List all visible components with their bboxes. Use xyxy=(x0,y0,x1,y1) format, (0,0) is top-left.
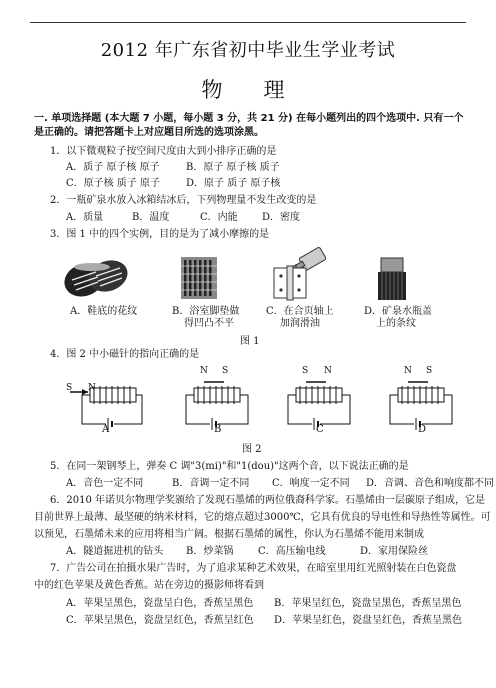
q6-option-b: B．炒菜锅 xyxy=(186,546,234,557)
fig1-caption-d-line2: 上的条纹 xyxy=(376,318,416,329)
figure1-label: 图 1 xyxy=(240,336,260,347)
hinge-oiling-image xyxy=(266,246,332,302)
q6-option-d: D．家用保险丝 xyxy=(360,546,429,557)
q4-stem: 4．图 2 中小磁针的指向正确的是 xyxy=(50,349,200,360)
needle-d-s-label: S xyxy=(426,366,433,376)
bath-mat-image xyxy=(180,256,218,300)
q5-option-a: A．音色一定不同 xyxy=(66,478,144,489)
q5-option-d: D．音调、音色和响度都不同 xyxy=(366,478,495,489)
q6-line1: 6．2010 年诺贝尔物理学奖颁给了发现石墨烯的两位俄裔科学家。石墨烯由一层碳原子组成，它是 xyxy=(50,495,485,506)
exam-title: 2012 年广东省初中毕业生学业考试 xyxy=(100,40,396,61)
q2-option-b: B．温度 xyxy=(132,212,170,223)
fig2-label-c: C xyxy=(316,424,324,435)
q5-option-b: B．音调一定不同 xyxy=(172,478,250,489)
fig1-caption-c-line1: C．在合页轴上 xyxy=(266,306,334,317)
solenoid-circuit-a xyxy=(68,378,152,438)
bottle-cap-image xyxy=(375,256,409,302)
needle-b-n-label: N xyxy=(200,366,208,376)
q2-option-c: C．内能 xyxy=(200,212,238,223)
fig1-caption-c-line2: 加润滑油 xyxy=(280,318,320,329)
q7-option-b: B．苹果呈红色，瓷盘呈黑色，香蕉呈黑色 xyxy=(274,598,462,609)
fig2-label-d: D xyxy=(418,424,427,435)
q1-option-a: A．质子 原子核 原子 xyxy=(66,162,160,173)
q7-line2: 中的红色苹果及黄色香蕉。站在旁边的摄影师将看到 xyxy=(34,580,264,591)
q5-option-c: C．响度一定不同 xyxy=(272,478,350,489)
q7-option-d: D．苹果呈红色，瓷盘呈红色，香蕉呈黑色 xyxy=(274,615,463,626)
solenoid-circuit-b xyxy=(180,378,264,438)
fig1-caption-b-line1: B．浴室脚垫做 xyxy=(172,306,240,317)
q2-stem: 2．一瓶矿泉水放入冰箱结冰后，下列物理量不发生改变的是 xyxy=(50,195,317,206)
q6-option-a: A．隧道掘进机的钻头 xyxy=(66,546,164,557)
subject-title: 物 理 xyxy=(201,78,295,102)
section-heading: 一. 单项选择题 (本大题 7 小题，每小题 3 分，共 21 分) 在每小题列出的四个选项中. 只有一个是正确的。请把答题卡上对应题目所选的选项涂黑。 xyxy=(34,113,464,138)
q1-stem: 1．以下微观粒子按空间尺度由大到小排序正确的是 xyxy=(50,146,277,157)
fig1-caption-b-line2: 得凹凸不平 xyxy=(184,318,234,329)
q6-option-c: C．高压输电线 xyxy=(258,546,326,557)
fig2-label-a: A xyxy=(102,424,110,435)
needle-d-n-label: N xyxy=(404,366,412,376)
needle-a-n-label: N xyxy=(88,383,96,393)
slipper-sole-image xyxy=(62,254,132,300)
q7-option-a: A．苹果呈黑色，瓷盘呈白色，香蕉呈黑色 xyxy=(66,598,254,609)
q5-stem: 5．在同一架钢琴上，弹奏 C 调"3(mi)"和"1(dou)"这两个音，以下说法正确的是 xyxy=(50,461,409,472)
q2-option-a: A．质量 xyxy=(66,212,104,223)
q1-option-b: B．原子 原子核 质子 xyxy=(186,162,280,173)
needle-c-n-label: N xyxy=(324,366,332,376)
fig2-label-b: B xyxy=(214,424,222,435)
needle-c-s-label: S xyxy=(302,366,309,376)
fig1-caption-d-line1: D．矿泉水瓶盖 xyxy=(364,306,433,317)
q6-line3: 以预见，石墨烯未来的应用将相当广阔。根据石墨烯的属性，你认为石墨烯不能用来制成 xyxy=(34,529,424,540)
needle-b-s-label: S xyxy=(222,366,229,376)
q7-option-c: C．苹果呈黑色，瓷盘呈红色，香蕉呈红色 xyxy=(66,615,254,626)
q6-line2: 目前世界上最薄、最坚硬的纳米材料，它的熔点超过3000℃，它具有优良的导电性和导热性等属性。可 xyxy=(34,512,491,523)
q2-option-d: D．密度 xyxy=(262,212,301,223)
solenoid-circuit-c xyxy=(282,378,366,438)
q1-option-d: D．原子 质子 原子核 xyxy=(186,178,281,189)
fig1-caption-a: A．鞋底的花纹 xyxy=(70,306,138,317)
q3-stem: 3．图 1 中的四个实例，目的是为了减小摩擦的是 xyxy=(50,229,270,240)
needle-a-s-label: S xyxy=(66,383,73,393)
figure2-label: 图 2 xyxy=(242,444,262,455)
q7-line1: 7．广告公司在拍摄水果广告时，为了追求某种艺术效果，在暗室里用红光照射装在白色瓷盘 xyxy=(50,563,457,574)
q1-option-c: C．原子核 质子 原子 xyxy=(66,178,161,189)
top-rule xyxy=(30,22,466,23)
